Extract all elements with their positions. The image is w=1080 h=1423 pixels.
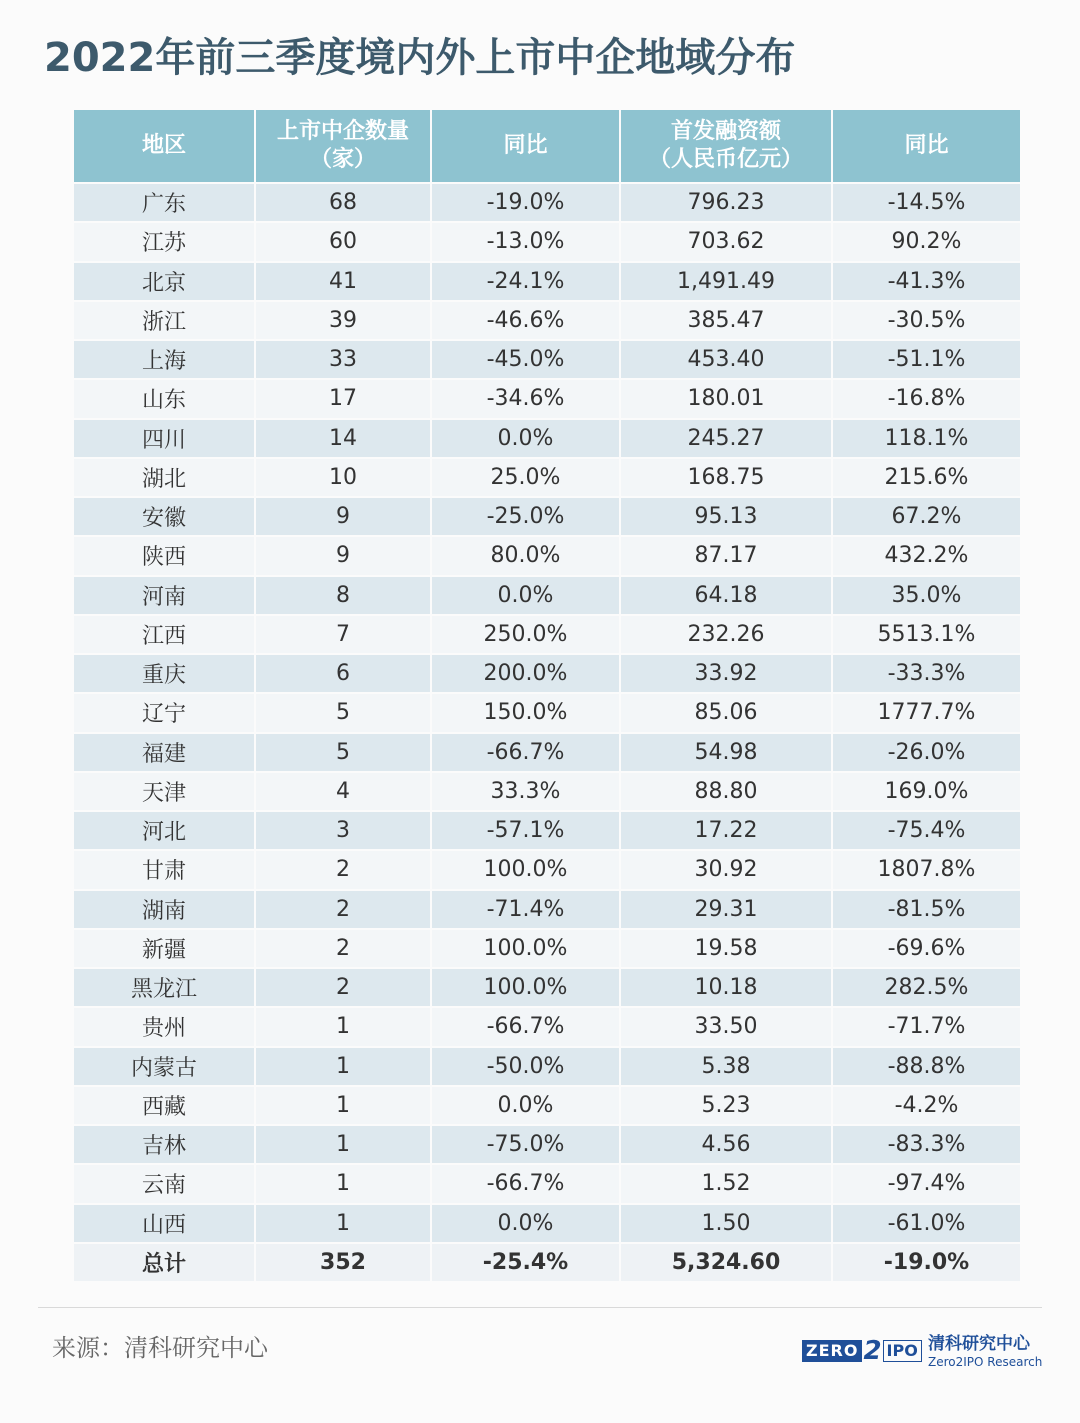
cell-amount-yoy: -51.1% — [833, 341, 1020, 380]
cell-count-yoy: -75.0% — [432, 1126, 621, 1165]
cell-region: 辽宁 — [74, 694, 256, 733]
cell-count-yoy: -34.6% — [432, 380, 621, 419]
cell-count-yoy: -66.7% — [432, 734, 621, 773]
cell-amount: 385.47 — [621, 302, 833, 341]
source-note: 来源：清科研究中心 — [52, 1334, 268, 1362]
cell-count-yoy: 25.0% — [432, 459, 621, 498]
cell-region: 河南 — [74, 577, 256, 616]
cell-count: 8 — [256, 577, 432, 616]
cell-amount: 1.50 — [621, 1205, 833, 1244]
cell-region: 江西 — [74, 616, 256, 655]
cell-count: 3 — [256, 812, 432, 851]
cell-amount-yoy: 432.2% — [833, 537, 1020, 576]
cell-region: 福建 — [74, 734, 256, 773]
cell-region: 黑龙江 — [74, 969, 256, 1008]
cell-amount: 5.38 — [621, 1048, 833, 1087]
table-row — [74, 969, 1020, 1008]
cell-count-yoy: 0.0% — [432, 577, 621, 616]
cell-count: 2 — [256, 851, 432, 890]
cell-count: 9 — [256, 537, 432, 576]
cell-region: 北京 — [74, 263, 256, 302]
total-cell-amount-yoy: -19.0% — [833, 1244, 1020, 1283]
cell-count: 14 — [256, 420, 432, 459]
page-title: 2022年前三季度境内外上市中企地域分布 — [44, 35, 796, 81]
cell-region: 湖南 — [74, 891, 256, 930]
cell-count: 1 — [256, 1205, 432, 1244]
cell-amount: 33.50 — [621, 1008, 833, 1047]
total-cell-count: 352 — [256, 1244, 432, 1283]
cell-count-yoy: 100.0% — [432, 930, 621, 969]
cell-region: 甘肃 — [74, 851, 256, 890]
cell-amount: 1.52 — [621, 1165, 833, 1204]
cell-amount: 95.13 — [621, 498, 833, 537]
cell-count-yoy: -66.7% — [432, 1165, 621, 1204]
total-cell-amount: 5,324.60 — [621, 1244, 833, 1283]
cell-region: 云南 — [74, 1165, 256, 1204]
cell-count: 7 — [256, 616, 432, 655]
cell-amount: 703.62 — [621, 223, 833, 262]
table-row — [74, 930, 1020, 969]
cell-count-yoy: 0.0% — [432, 1087, 621, 1126]
table-row — [74, 655, 1020, 694]
cell-count-yoy: -66.7% — [432, 1008, 621, 1047]
cell-count-yoy: -19.0% — [432, 184, 621, 223]
cell-amount-yoy: -75.4% — [833, 812, 1020, 851]
cell-count: 1 — [256, 1126, 432, 1165]
cell-amount-yoy: 169.0% — [833, 773, 1020, 812]
region-distribution-table — [74, 110, 1020, 1283]
cell-amount: 64.18 — [621, 577, 833, 616]
table-row — [74, 1205, 1020, 1244]
cell-amount-yoy: -83.3% — [833, 1126, 1020, 1165]
table-row — [74, 891, 1020, 930]
table-row — [74, 812, 1020, 851]
table-row — [74, 263, 1020, 302]
cell-region: 山西 — [74, 1205, 256, 1244]
cell-amount-yoy: 5513.1% — [833, 616, 1020, 655]
cell-amount-yoy: -16.8% — [833, 380, 1020, 419]
cell-count-yoy: -45.0% — [432, 341, 621, 380]
cell-count-yoy: 0.0% — [432, 1205, 621, 1244]
cell-region: 四川 — [74, 420, 256, 459]
cell-count: 2 — [256, 891, 432, 930]
cell-amount-yoy: -69.6% — [833, 930, 1020, 969]
cell-amount: 245.27 — [621, 420, 833, 459]
cell-count: 60 — [256, 223, 432, 262]
cell-count: 6 — [256, 655, 432, 694]
table-row — [74, 1008, 1020, 1047]
cell-region: 新疆 — [74, 930, 256, 969]
header-amount-yoy: 同比 — [833, 110, 1020, 184]
cell-amount-yoy: -81.5% — [833, 891, 1020, 930]
cell-count-yoy: 33.3% — [432, 773, 621, 812]
cell-count: 1 — [256, 1165, 432, 1204]
cell-amount: 232.26 — [621, 616, 833, 655]
table-row — [74, 537, 1020, 576]
cell-amount-yoy: 282.5% — [833, 969, 1020, 1008]
cell-amount: 87.17 — [621, 537, 833, 576]
cell-amount-yoy: -33.3% — [833, 655, 1020, 694]
table-row — [74, 184, 1020, 223]
table-row — [74, 498, 1020, 537]
header-ipo-amount: 首发融资额 （人民币亿元） — [621, 110, 833, 184]
cell-count-yoy: -57.1% — [432, 812, 621, 851]
logo-name-cn: 清科研究中心 — [928, 1334, 1030, 1354]
cell-amount: 168.75 — [621, 459, 833, 498]
cell-count: 1 — [256, 1008, 432, 1047]
cell-count: 33 — [256, 341, 432, 380]
cell-count-yoy: 250.0% — [432, 616, 621, 655]
cell-count: 39 — [256, 302, 432, 341]
cell-amount: 19.58 — [621, 930, 833, 969]
table-row — [74, 1126, 1020, 1165]
table-row — [74, 420, 1020, 459]
cell-amount: 17.22 — [621, 812, 833, 851]
cell-count: 10 — [256, 459, 432, 498]
cell-count-yoy: -13.0% — [432, 223, 621, 262]
cell-count: 4 — [256, 773, 432, 812]
cell-region: 广东 — [74, 184, 256, 223]
cell-region: 山东 — [74, 380, 256, 419]
cell-amount: 54.98 — [621, 734, 833, 773]
cell-count: 17 — [256, 380, 432, 419]
cell-region: 上海 — [74, 341, 256, 380]
cell-amount-yoy: -97.4% — [833, 1165, 1020, 1204]
cell-amount: 10.18 — [621, 969, 833, 1008]
cell-amount-yoy: 1807.8% — [833, 851, 1020, 890]
table-row — [74, 1165, 1020, 1204]
table-row — [74, 459, 1020, 498]
cell-count-yoy: 200.0% — [432, 655, 621, 694]
cell-region: 河北 — [74, 812, 256, 851]
cell-amount: 33.92 — [621, 655, 833, 694]
cell-amount: 4.56 — [621, 1126, 833, 1165]
table-row — [74, 1087, 1020, 1126]
table-row — [74, 851, 1020, 890]
cell-count: 1 — [256, 1048, 432, 1087]
cell-count: 41 — [256, 263, 432, 302]
cell-region: 安徽 — [74, 498, 256, 537]
cell-count-yoy: 0.0% — [432, 420, 621, 459]
cell-region: 天津 — [74, 773, 256, 812]
cell-count-yoy: 80.0% — [432, 537, 621, 576]
cell-amount: 1,491.49 — [621, 263, 833, 302]
cell-count-yoy: -24.1% — [432, 263, 621, 302]
cell-region: 浙江 — [74, 302, 256, 341]
footer-divider — [38, 1307, 1042, 1308]
header-count-yoy: 同比 — [432, 110, 621, 184]
cell-count-yoy: 100.0% — [432, 851, 621, 890]
cell-region: 江苏 — [74, 223, 256, 262]
cell-amount-yoy: -26.0% — [833, 734, 1020, 773]
cell-count: 68 — [256, 184, 432, 223]
table-row — [74, 341, 1020, 380]
cell-amount-yoy: 90.2% — [833, 223, 1020, 262]
cell-count-yoy: 150.0% — [432, 694, 621, 733]
cell-amount-yoy: 1777.7% — [833, 694, 1020, 733]
cell-region: 重庆 — [74, 655, 256, 694]
cell-region: 西藏 — [74, 1087, 256, 1126]
logo-name-en: Zero2IPO Research — [928, 1355, 1043, 1369]
cell-amount-yoy: -88.8% — [833, 1048, 1020, 1087]
cell-region: 贵州 — [74, 1008, 256, 1047]
cell-amount-yoy: -14.5% — [833, 184, 1020, 223]
cell-region: 陕西 — [74, 537, 256, 576]
table-row — [74, 223, 1020, 262]
cell-region: 湖北 — [74, 459, 256, 498]
cell-count-yoy: 100.0% — [432, 969, 621, 1008]
cell-count-yoy: -25.0% — [432, 498, 621, 537]
table-row — [74, 302, 1020, 341]
cell-amount: 85.06 — [621, 694, 833, 733]
zero2ipo-logo — [802, 1334, 1044, 1370]
table-total-row — [74, 1244, 1020, 1283]
cell-amount: 796.23 — [621, 184, 833, 223]
table-row — [74, 616, 1020, 655]
cell-count: 2 — [256, 969, 432, 1008]
cell-amount-yoy: -4.2% — [833, 1087, 1020, 1126]
cell-count: 5 — [256, 694, 432, 733]
header-region: 地区 — [74, 110, 256, 184]
cell-amount-yoy: 118.1% — [833, 420, 1020, 459]
cell-amount-yoy: -71.7% — [833, 1008, 1020, 1047]
table-row — [74, 577, 1020, 616]
cell-count: 9 — [256, 498, 432, 537]
total-cell-region: 总计 — [74, 1244, 256, 1283]
cell-amount-yoy: -30.5% — [833, 302, 1020, 341]
total-cell-count-yoy: -25.4% — [432, 1244, 621, 1283]
table-row — [74, 380, 1020, 419]
table-row — [74, 734, 1020, 773]
cell-region: 吉林 — [74, 1126, 256, 1165]
table-header-row — [74, 110, 1020, 184]
cell-count-yoy: -46.6% — [432, 302, 621, 341]
cell-amount: 180.01 — [621, 380, 833, 419]
cell-amount: 5.23 — [621, 1087, 833, 1126]
cell-amount-yoy: -61.0% — [833, 1205, 1020, 1244]
cell-amount-yoy: -41.3% — [833, 263, 1020, 302]
cell-amount: 30.92 — [621, 851, 833, 890]
header-company-count: 上市中企数量 （家） — [256, 110, 432, 184]
cell-amount: 453.40 — [621, 341, 833, 380]
cell-count: 2 — [256, 930, 432, 969]
cell-count: 5 — [256, 734, 432, 773]
zero2ipo-logo-mark: ZERO 2 IPO — [802, 1338, 918, 1364]
cell-amount-yoy: 215.6% — [833, 459, 1020, 498]
cell-amount-yoy: 67.2% — [833, 498, 1020, 537]
table-row — [74, 773, 1020, 812]
table-row — [74, 694, 1020, 733]
cell-amount-yoy: 35.0% — [833, 577, 1020, 616]
cell-amount: 29.31 — [621, 891, 833, 930]
cell-amount: 88.80 — [621, 773, 833, 812]
table-row — [74, 1048, 1020, 1087]
cell-region: 内蒙古 — [74, 1048, 256, 1087]
cell-count-yoy: -50.0% — [432, 1048, 621, 1087]
cell-count-yoy: -71.4% — [432, 891, 621, 930]
cell-count: 1 — [256, 1087, 432, 1126]
